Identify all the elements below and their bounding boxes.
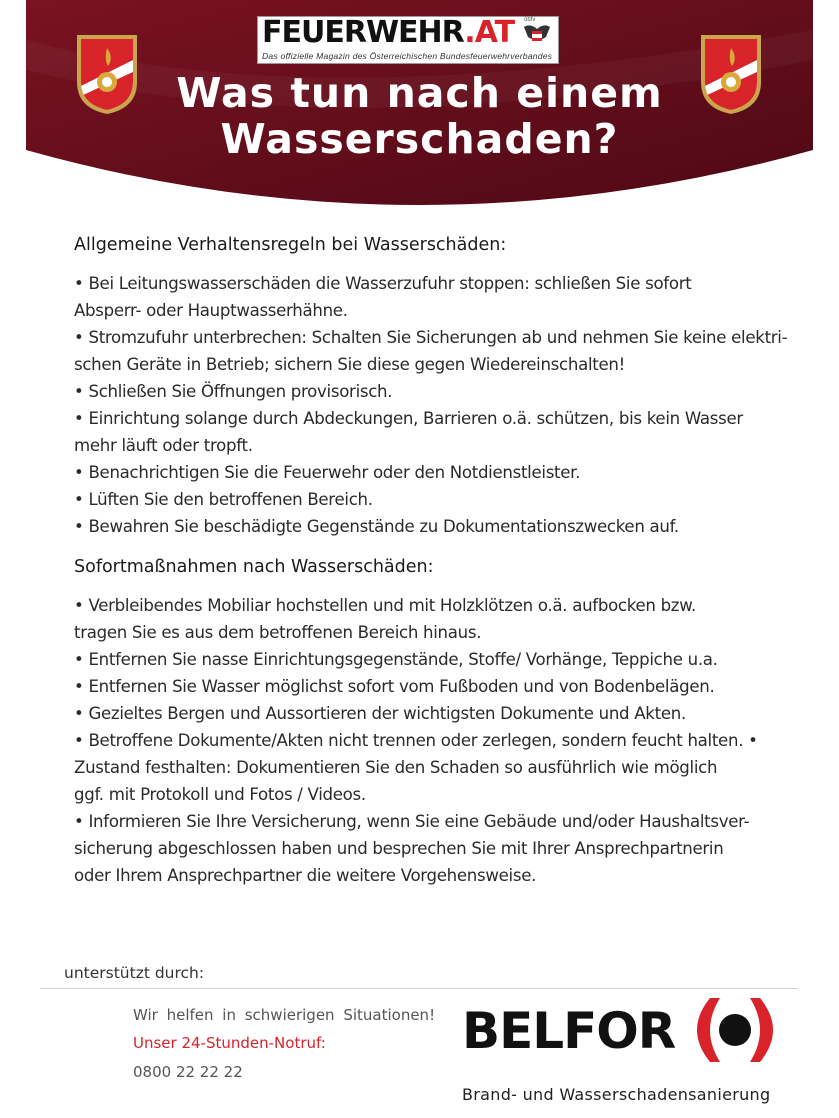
list-line: • Verbleibendes Mobiliar hochstellen und mit Holzklötzen o.ä. aufbocken bzw. bbox=[74, 596, 696, 615]
hotline-phone: 0800 22 22 22 bbox=[133, 1063, 243, 1081]
list-line: • Gezieltes Bergen und Aussortieren der wichtigsten Dokumente und Akten. bbox=[74, 704, 686, 723]
list-line: oder Ihrem Ansprechpartner die weitere Vorgehensweise. bbox=[74, 866, 537, 885]
list-line: • Einrichtung solange durch Abdeckungen, Barrieren o.ä. schützen, bis kein Wasser bbox=[74, 409, 743, 428]
list-line: • Informieren Sie Ihre Versicherung, wenn Sie eine Gebäude und/oder Haushaltsver- bbox=[74, 812, 750, 831]
belfor-logo-icon bbox=[680, 994, 790, 1066]
list-line: • Betroffene Dokumente/Akten nicht trennen oder zerlegen, sondern feucht halten. • bbox=[74, 731, 758, 750]
section-heading-general-rules: Allgemeine Verhaltensregeln bei Wasserschäden: bbox=[74, 235, 507, 255]
list-line: Absperr- oder Hauptwasserhähne. bbox=[74, 301, 348, 320]
hotline-label: Unser 24-Stunden-Notruf: bbox=[133, 1034, 326, 1052]
list-line: • Bei Leitungswasserschäden die Wasserzufuhr stoppen: schließen Sie sofort bbox=[74, 274, 692, 293]
page-title-line2: Wasserschaden? bbox=[220, 115, 619, 163]
general-rules-list bbox=[74, 270, 794, 540]
supported-by-label: unterstützt durch: bbox=[64, 964, 205, 982]
belfor-wordmark: BELFOR bbox=[462, 1002, 676, 1060]
help-text: Wir helfen in schwierigen Situationen! bbox=[133, 1006, 436, 1024]
logo-wordmark: FEUERWEHR.AT bbox=[262, 15, 515, 50]
immediate-measures-list bbox=[74, 592, 794, 889]
list-line: mehr läuft oder tropft. bbox=[74, 436, 253, 455]
page-title-line1: Was tun nach einem bbox=[176, 69, 663, 117]
list-line: • Entfernen Sie Wasser möglichst sofort vom Fußboden und von Bodenbelägen. bbox=[74, 677, 715, 696]
feuerwehr-at-logo bbox=[257, 16, 559, 64]
logo-tagline: Das offizielle Magazin des Österreichischen Bundesfeuerwehrverbandes bbox=[262, 51, 553, 61]
list-line: ggf. mit Protokoll und Fotos / Videos. bbox=[74, 785, 366, 804]
austria-eagle-icon bbox=[520, 23, 554, 47]
main-content bbox=[74, 232, 794, 903]
list-line: • Stromzufuhr unterbrechen: Schalten Sie Sicherungen ab und nehmen Sie keine elektri- bbox=[74, 328, 788, 347]
list-line: • Bewahren Sie beschädigte Gegenstände zu Dokumentationszwecken auf. bbox=[74, 517, 679, 536]
list-line: schen Geräte in Betrieb; sichern Sie diese gegen Wiedereinschalten! bbox=[74, 355, 625, 374]
belfor-tagline: Brand- und Wasserschadensanierung bbox=[462, 1085, 771, 1104]
section-heading-immediate-measures: Sofortmaßnahmen nach Wasserschäden: bbox=[74, 557, 434, 577]
list-line: Zustand festhalten: Dokumentieren Sie den Schaden so ausführlich wie möglich bbox=[74, 758, 718, 777]
list-line: tragen Sie es aus dem betroffenen Bereich hinaus. bbox=[74, 623, 482, 642]
footer-divider bbox=[40, 988, 798, 989]
logo-small-mark: öbfv bbox=[524, 17, 536, 23]
list-line: sicherung abgeschlossen haben und besprechen Sie mit Ihrer Ansprechpartnerin bbox=[74, 839, 724, 858]
list-line: • Benachrichtigen Sie die Feuerwehr oder den Notdienstleister. bbox=[74, 463, 581, 482]
list-line: • Entfernen Sie nasse Einrichtungsgegenstände, Stoffe/ Vorhänge, Teppiche u.a. bbox=[74, 650, 718, 669]
list-line: • Lüften Sie den betroffenen Bereich. bbox=[74, 490, 373, 509]
list-line: • Schließen Sie Öffnungen provisorisch. bbox=[74, 382, 393, 401]
